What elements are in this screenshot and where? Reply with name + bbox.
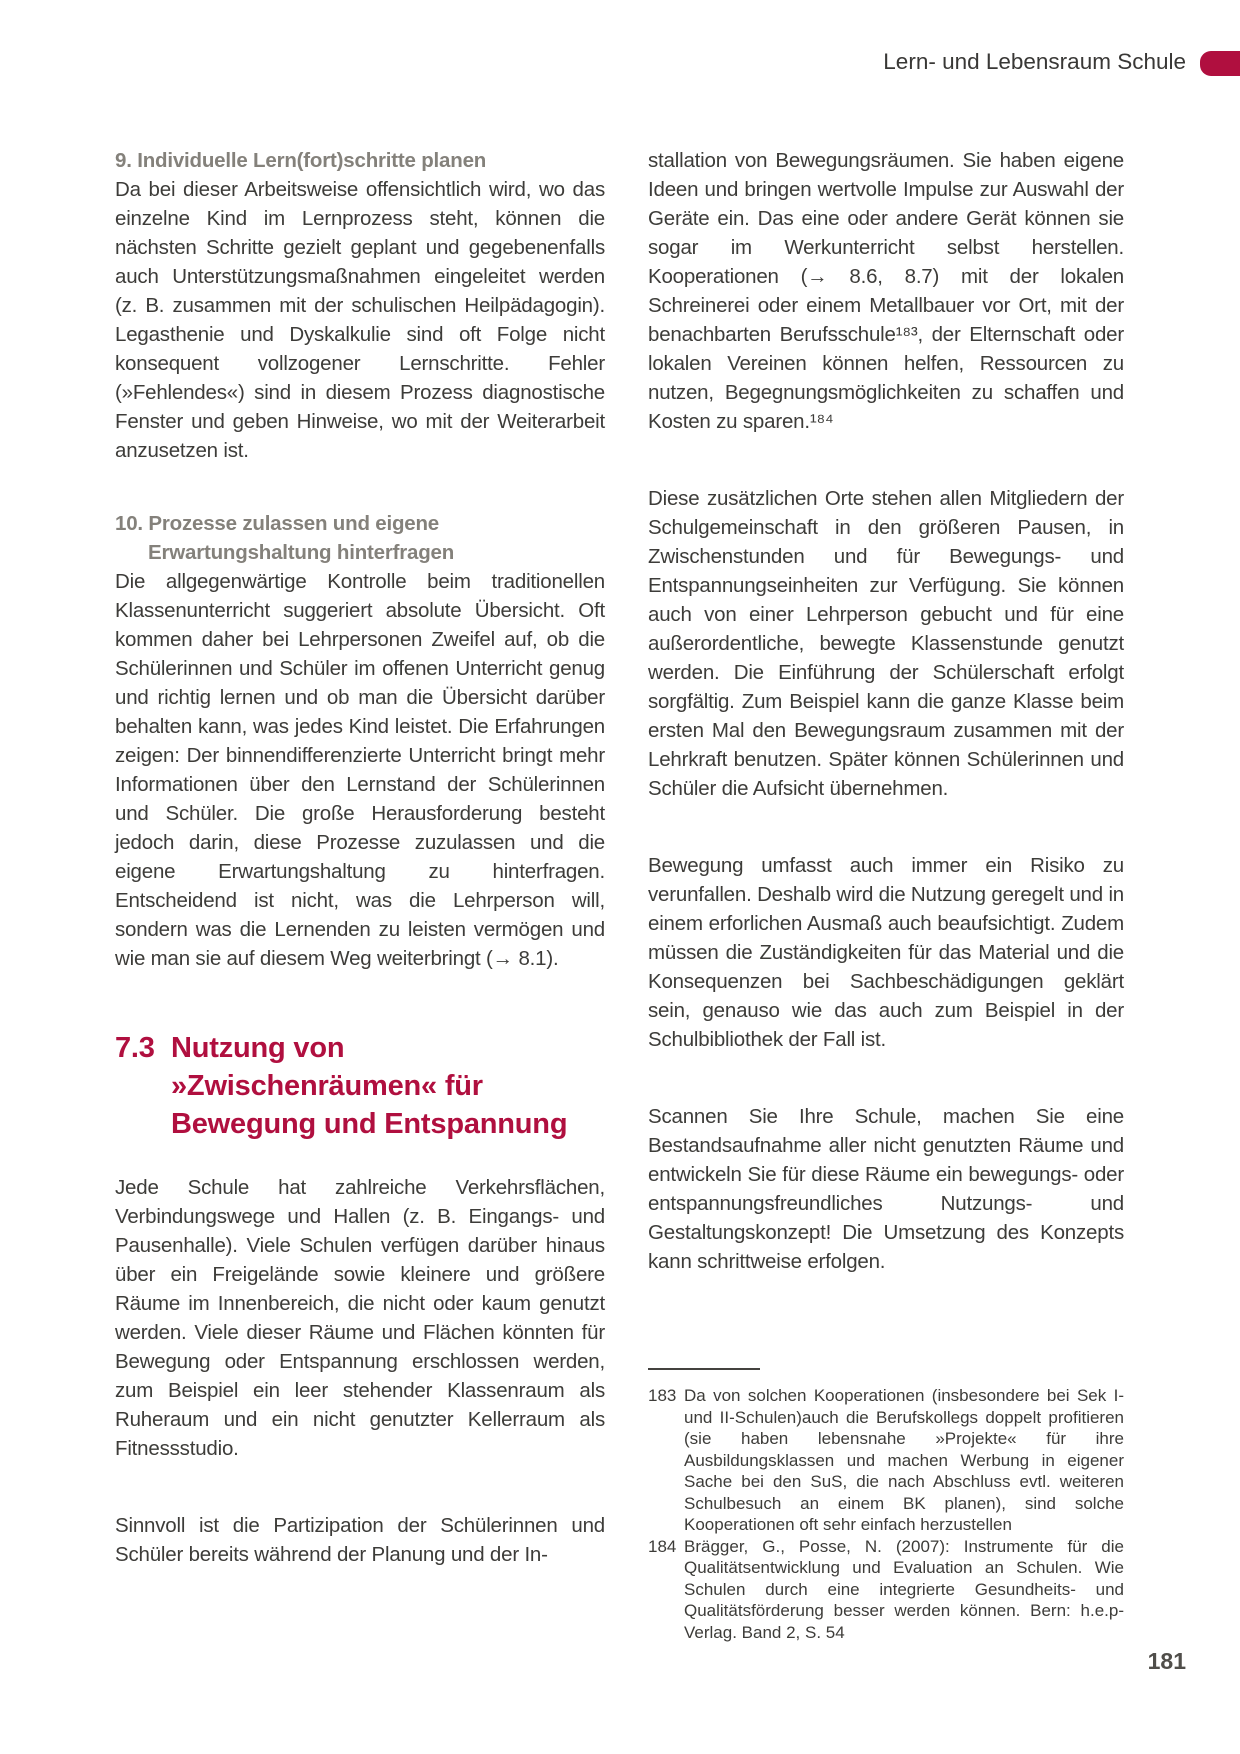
subheading-10: [115, 509, 605, 567]
footnote-rule: [648, 1368, 760, 1370]
subheading-9: 9. Individuelle Lern(fort)schritte planen: [115, 149, 487, 172]
chapter-title-line2: »Zwischenräumen« für: [171, 1070, 483, 1102]
left-column: [115, 146, 605, 1569]
footnote-text: Brägger, G., Posse, N. (2007): Instrumente für die Qualitätsentwicklung und Evaluation an Schulen. Wie Schulen durch eine integrierte Gesundheits- und Qualitätsförderung besser werden können. Bern: h.e.p-Verlag. Band 2, S. 54: [684, 1536, 1124, 1642]
paragraph: stallation von Bewegungsräumen. Sie haben eigene Ideen und bringen wertvolle Impulse zur Auswahl der Geräte ein. Das eine oder andere Gerät können sie sogar im Werkunterricht selbst herstellen. Kooperationen (→ 8.6, 8.7) mit der lokalen Schreinerei oder einem Metallbauer vor Ort, mit der benachbarten Berufsschule¹⁸³, der Elternschaft oder lokalen Vereinen können helfen, Ressourcen zu nutzen, Begegnungsmöglichkeiten zu schaffen und Kosten zu sparen.¹⁸⁴: [648, 149, 1124, 433]
page-number: 181: [1147, 1648, 1186, 1674]
footnote-number: 184: [648, 1536, 677, 1556]
footnote-text: Da von solchen Kooperationen (insbesondere bei Sek I- und II-Schulen)auch die Berufskollegs doppelt profitieren (sie haben lebensnahe »Projekte« für ihre Ausbildungsklassen und machen Werbung in eigener Sache bei den SuS, die nach Abschluss evtl. weiteren Schulbesuch an einem BK planen), sind solche Kooperationen oft sehr einfach herzustellen: [684, 1386, 1124, 1534]
chapter-title-line3: Bewegung und Entspannung: [171, 1108, 568, 1140]
running-header: Lern- und Lebensraum Schule: [883, 49, 1186, 74]
chapter-title-line1: Nutzung von: [171, 1032, 345, 1064]
footnotes: [648, 1368, 1124, 1643]
paragraph: Jede Schule hat zahlreiche Verkehrsflächen, Verbindungswege und Hallen (z. B. Eingangs- und Pausenhalle). Viele Schulen verfügen darüber hinaus über ein Freigelände sowie kleinere und größere Räume im Innenbereich, die nicht oder kaum genutzt werden. Viele dieser Räume und Flächen könnten für Bewegung oder Entspannung erschlossen werden, zum Beispiel ein leer stehender Klassenraum als Ruheraum und ein nicht genutzter Kellerraum als Fitnessstudio.: [115, 1176, 605, 1460]
chapter-thumb-tab: [1200, 51, 1240, 76]
chapter-title: [171, 1029, 567, 1143]
paragraph: Scannen Sie Ihre Schule, machen Sie eine Bestandsaufnahme aller nicht genutzten Räume und entwickeln Sie für diese Räume ein bewegungs- oder entspannungsfreundliches Nutzungs- und Gestaltungskonzept! Die Umsetzung des Konzepts kann schrittweise erfolgen.: [648, 1105, 1124, 1273]
footnote-number: 183: [648, 1386, 677, 1405]
paragraph: Da bei dieser Arbeitsweise offensichtlich wird, wo das einzelne Kind im Lernprozess steht, können die nächsten Schritte gezielt geplant und gegebenenfalls auch Unterstützungsmaßnahmen eingeleitet werden (z. B. zusammen mit der schulischen Heilpädagogin). Legasthenie und Dyskalkulie sind oft Folge nicht konsequent vollzogener Lernschritte. Fehler (»Fehlendes«) sind in diesem Prozess diagnostische Fenster und geben Hinweise, wo mit der Weiterarbeit anzusetzen ist.: [115, 178, 605, 462]
paragraph: Bewegung umfasst auch immer ein Risiko zu verunfallen. Deshalb wird die Nutzung geregelt und in einem erforlichen Ausmaß auch beaufsichtigt. Zudem müssen die Zuständigkeiten für das Material und die Konsequenzen bei Sachbeschädigungen geklärt sein, genauso wie das auch zum Beispiel in der Schulbibliothek der Fall ist.: [648, 854, 1125, 1051]
chapter-heading-7-3: [115, 1029, 605, 1143]
footnote-183: [648, 1385, 1124, 1536]
chapter-number: 7.3: [115, 1032, 155, 1064]
subheading-10-line1: 10. Prozesse zulassen und eigene: [115, 512, 440, 535]
subheading-10-line2: Erwartungshaltung hinterfragen: [148, 541, 455, 564]
footnote-184: [648, 1536, 1124, 1644]
paragraph: Die allgegenwärtige Kontrolle beim traditionellen Klassenunterricht suggeriert absolute Übersicht. Oft kommen daher bei Lehrpersonen Zweifel auf, ob die Schülerinnen und Schüler im offenen Unterricht genug und richtig lernen und ob man die Übersicht darüber behalten kann, was jedes Kind leistet. Die Erfahrungen zeigen: Der binnendifferenzierte Unterricht bringt mehr Informationen über den Lernstand der Schülerinnen und Schüler. Die große Herausforderung besteht jedoch darin, diese Prozesse zuzulassen und die eigene Erwartungshaltung zu hinterfragen. Entscheidend ist nicht, was die Lehrperson will, sondern was die Lernenden zu leisten vermögen und wie man sie auf diesem Weg weiterbringt (→ 8.1).: [115, 570, 605, 970]
right-column: [648, 146, 1124, 1706]
paragraph: Sinnvoll ist die Partizipation der Schülerinnen und Schüler bereits während der Planung und der In-: [115, 1514, 605, 1566]
paragraph: Diese zusätzlichen Orte stehen allen Mitgliedern der Schulgemeinschaft in den größeren Pausen, in Zwischenstunden und für Bewegungs- und Entspannungseinheiten zur Verfügung. Sie können auch von einer Lehrperson gebucht und für eine außerordentliche, bewegte Klassenstunde genutzt werden. Die Einführung der Schülerschaft erfolgt sorgfältig. Zum Beispiel kann die ganze Klasse beim ersten Mal den Bewegungsraum zusammen mit der Lehrkraft benutzen. Später können Schülerinnen und Schüler die Aufsicht übernehmen.: [648, 487, 1124, 800]
